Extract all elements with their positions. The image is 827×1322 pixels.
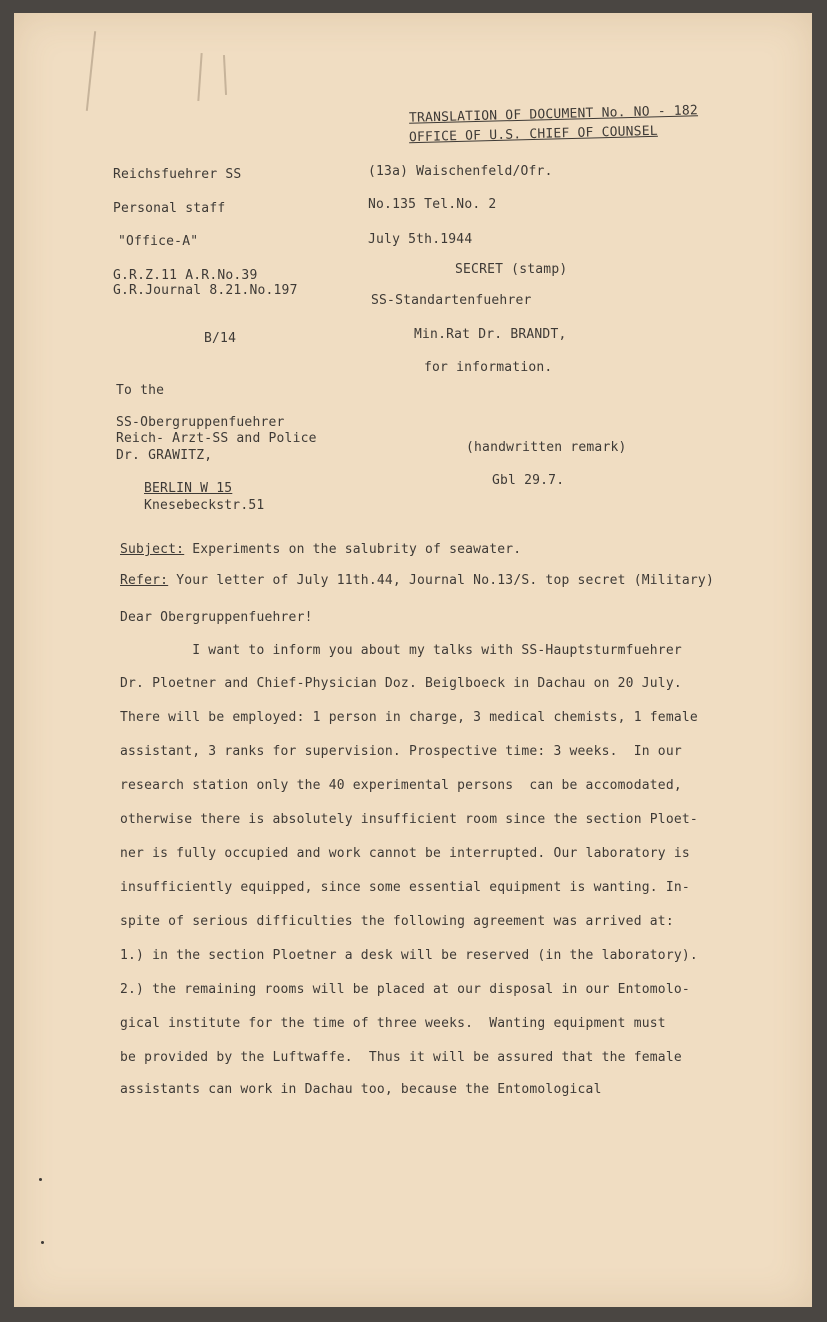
recipient-city: BERLIN W 15 bbox=[144, 481, 233, 496]
body-line: assistant, 3 ranks for supervision. Prospective time: 3 weeks. In our bbox=[120, 744, 682, 759]
recipient-title: Reich- Arzt-SS and Police bbox=[116, 431, 317, 446]
secret-stamp: SECRET (stamp) bbox=[455, 262, 568, 277]
cc-purpose: for information. bbox=[424, 360, 553, 375]
sender-title: Reichsfuehrer SS bbox=[113, 167, 242, 182]
sender-journal: G.R.Journal 8.21.No.197 bbox=[113, 283, 298, 298]
subject-line bbox=[120, 542, 521, 558]
place-location: (13a) Waischenfeld/Ofr. bbox=[368, 164, 553, 179]
body-line: assistants can work in Dachau too, because the Entomological bbox=[120, 1082, 602, 1097]
sender-grz: G.R.Z.11 A.R.No.39 bbox=[113, 268, 258, 283]
body-line: gical institute for the time of three weeks. Wanting equipment must bbox=[120, 1016, 666, 1031]
place-tel: No.135 Tel.No. 2 bbox=[368, 197, 497, 212]
sender-office: "Office-A" bbox=[118, 234, 199, 249]
body-line: Dr. Ploetner and Chief-Physician Doz. Beiglboeck in Dachau on 20 July. bbox=[120, 676, 682, 691]
refer-label: Refer: bbox=[120, 573, 169, 588]
refer-line bbox=[120, 573, 714, 589]
subject-text: Experiments on the salubrity of seawater. bbox=[184, 542, 522, 557]
body-line: otherwise there is absolutely insufficient room since the section Ploet- bbox=[120, 812, 698, 827]
cc-rank: SS-Standartenfuehrer bbox=[371, 293, 532, 308]
salutation: Dear Obergruppenfuehrer! bbox=[120, 610, 313, 625]
body-line: spite of serious difficulties the following agreement was arrived at: bbox=[120, 914, 674, 929]
body-line: 2.) the remaining rooms will be placed at our disposal in our Entomolo- bbox=[120, 982, 690, 997]
recipient-name: Dr. GRAWITZ, bbox=[116, 448, 213, 463]
recipient-rank: SS-Obergruppenfuehrer bbox=[116, 415, 285, 430]
body-line: research station only the 40 experimental persons can be accomodated, bbox=[120, 778, 682, 793]
handwritten-value: Gbl 29.7. bbox=[492, 473, 565, 488]
pencil-mark bbox=[223, 55, 227, 95]
place-date: July 5th.1944 bbox=[368, 232, 473, 247]
refer-text: Your letter of July 11th.44, Journal No.13/S. top secret (Military) bbox=[168, 573, 714, 588]
body-line: There will be employed: 1 person in charge, 3 medical chemists, 1 female bbox=[120, 710, 698, 725]
body-line: 1.) in the section Ploetner a desk will be reserved (in the laboratory). bbox=[120, 948, 698, 963]
body-line: insufficiently equipped, since some essential equipment is wanting. In- bbox=[120, 880, 690, 895]
handwritten-label: (handwritten remark) bbox=[466, 440, 627, 455]
stray-mark bbox=[39, 1178, 42, 1181]
sender-ref: B/14 bbox=[204, 331, 237, 346]
body-line: be provided by the Luftwaffe. Thus it will be assured that the female bbox=[120, 1050, 682, 1065]
pencil-mark bbox=[86, 31, 96, 111]
subject-label: Subject: bbox=[120, 542, 185, 557]
translation-header: TRANSLATION OF DOCUMENT No. NO - 182 bbox=[408, 103, 699, 126]
recipient-street: Knesebeckstr.51 bbox=[144, 498, 265, 513]
pencil-mark bbox=[197, 53, 202, 101]
body-line: I want to inform you about my talks with SS-Hauptsturmfuehrer bbox=[120, 643, 682, 658]
body-line: ner is fully occupied and work cannot be interrupted. Our laboratory is bbox=[120, 846, 690, 861]
cc-name: Min.Rat Dr. BRANDT, bbox=[414, 327, 567, 342]
counsel-header: OFFICE OF U.S. CHIEF OF COUNSEL bbox=[408, 123, 658, 146]
document-page bbox=[14, 13, 812, 1307]
sender-staff: Personal staff bbox=[113, 201, 226, 216]
stray-mark bbox=[41, 1241, 44, 1244]
recipient-to: To the bbox=[116, 383, 165, 398]
